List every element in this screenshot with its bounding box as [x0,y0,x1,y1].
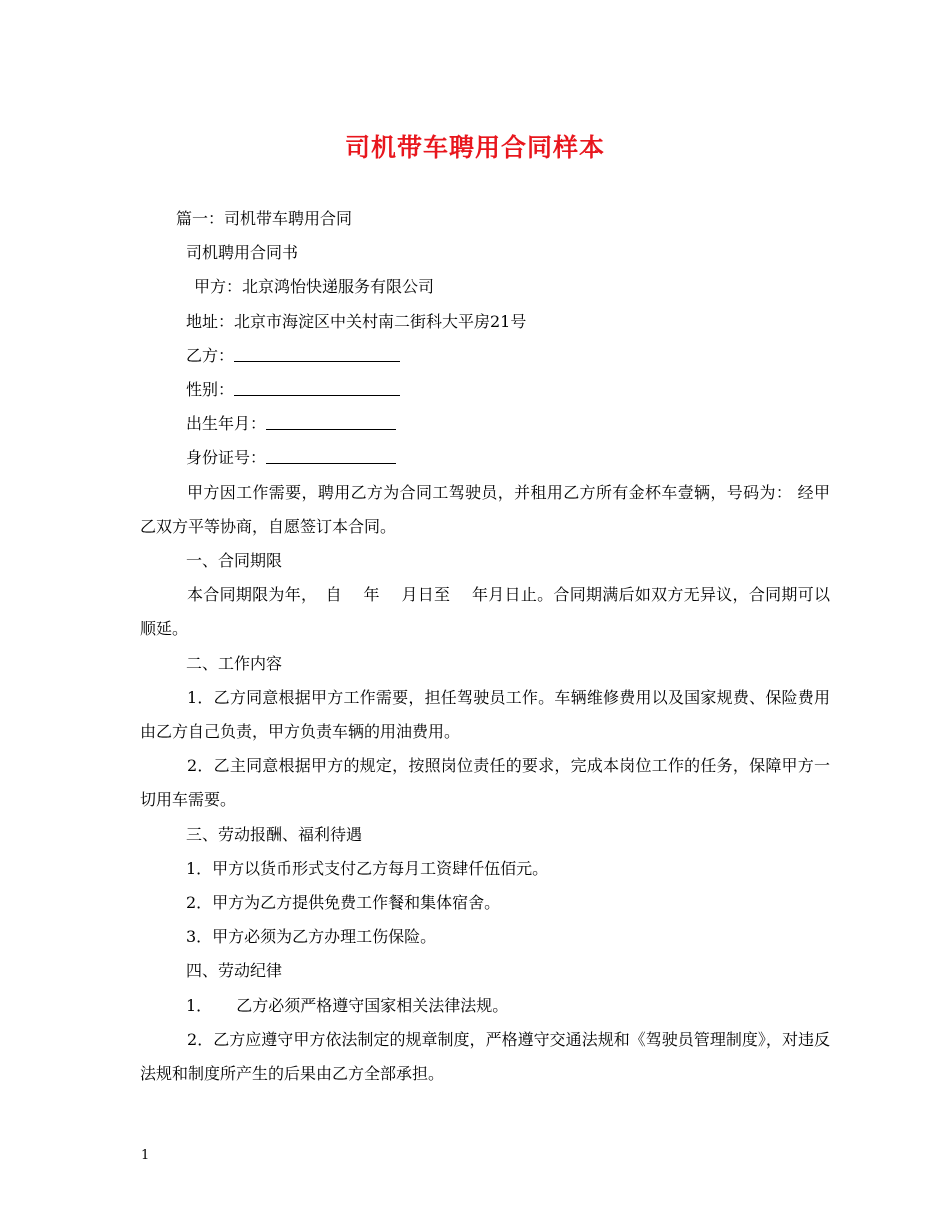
gender-label: 性别： [186,380,235,400]
id-blank [266,448,396,464]
chapter-heading: 篇一：司机带车聘用合同 [176,209,353,228]
id-line [140,441,830,475]
birth-label: 出生年月： [186,414,267,434]
party-b-line [140,339,830,373]
discipline-clause-1-number: 1． [186,995,213,1015]
birth-line [140,407,830,441]
gender-blank [234,380,400,396]
birth-blank [266,414,396,430]
section-heading-2: 二、工作内容 [186,653,283,673]
pay-clause-2: 2．甲方为乙方提供免费工作餐和集体宿舍。 [186,893,501,913]
party-b-blank [234,346,400,362]
work-clause-1: 1．乙方同意根据甲方工作需要，担任驾驶员工作。车辆维修费用以及国家规费、保险费用由乙方自己负责，甲方负责车辆的用油费用。 [140,687,830,742]
id-label: 身份证号： [186,448,267,468]
work-clause-2: 2．乙主同意根据甲方的规定，按照岗位责任的要求，完成本岗位工作的任务，保障甲方一切用车需要。 [140,756,830,810]
discipline-clause-1 [140,989,830,1023]
section-heading-1: 一、合同期限 [186,551,283,571]
address-line: 地址：北京市海淀区中关村南二街科大平房21号 [186,311,527,331]
document-title: 司机带车聘用合同样本 [344,133,605,162]
pay-clause-3: 3．甲方必须为乙方办理工伤保险。 [186,927,437,947]
term-paragraph: 本合同期限为年， 自 年 月日至 年月日止。合同期满后如双方无异议，合同期可以顺延。 [140,585,830,639]
party-b-label: 乙方： [186,345,235,365]
contract-name: 司机聘用合同书 [186,243,299,263]
document-body [140,202,830,1091]
party-a-line: 甲方：北京鸿怡快递服务有限公司 [194,277,435,297]
section-heading-4: 四、劳动纪律 [186,961,283,981]
intro-paragraph: 甲方因工作需要，聘用乙方为合同工驾驶员，并租用乙方所有金杯车壹辆，号码为： 经甲乙双方平等协商，自愿签订本合同。 [140,482,830,536]
page-number: 1 [141,1148,150,1163]
gender-line [140,373,830,407]
pay-clause-1: 1．甲方以货币形式支付乙方每月工资肆仟伍佰元。 [186,858,549,878]
discipline-clause-2: 2．乙方应遵守甲方依法制定的规章制度，严格遵守交通法规和《驾驶员管理制度》，对违反法规和制度所产生的后果由乙方全部承担。 [140,1029,830,1084]
section-heading-3: 三、劳动报酬、福利待遇 [186,824,363,844]
discipline-clause-1-text: 乙方必须严格遵守国家相关法律法规。 [236,995,509,1015]
